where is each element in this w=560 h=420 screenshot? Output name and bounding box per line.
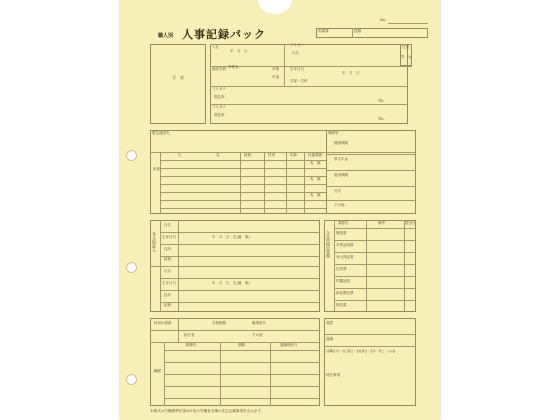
family-col-6: 扶養義務: [308, 153, 322, 157]
career-label: 職歴: [154, 369, 161, 373]
guarantor-2-birth: 生年月日: [162, 281, 176, 285]
doc-5: 印鑑証明: [336, 279, 350, 283]
doc-4: 住民票: [336, 267, 347, 271]
guarantor-1-birth: 生年月日: [162, 235, 176, 239]
family-col-2: 名: [216, 153, 220, 157]
documents-label: 入社時提出書類: [326, 230, 331, 258]
grad-label: 卒業: [272, 67, 279, 71]
emergency-label: 緊急連絡先: [152, 131, 170, 135]
birth-label: 生年月日: [290, 67, 304, 71]
number-label: No.: [380, 18, 386, 22]
hire-label: 入社: [212, 45, 219, 49]
insurance-item-3: 雇用保険: [334, 173, 348, 177]
hire-route-label: 採用の経緯: [154, 321, 172, 325]
retire-note: (退職区分)：自己都合・会社都合・定年・死亡・その他: [326, 349, 396, 353]
insurance-item-5: その他: [334, 203, 345, 207]
sex-value: 男・女: [401, 55, 412, 59]
binder-hole-3: [126, 374, 137, 385]
family-col-5: 年齢: [290, 153, 297, 157]
tel-2-label: TEL: [378, 117, 385, 121]
award-label: 賞罰: [326, 321, 333, 325]
address-1-label: 現住所: [214, 95, 225, 99]
photo-box: [150, 44, 206, 124]
career-col1: 勤務先: [186, 343, 197, 347]
doc-6: 源泉徴収票: [336, 291, 354, 295]
dropout-label: 中退: [272, 75, 279, 79]
guarantor-1-rel: 続柄: [164, 257, 171, 261]
career-col3: 退職時給与: [280, 343, 298, 347]
dept-label: 所属課: [318, 29, 329, 33]
footer-note: 本様式は労働基準法第107条の労働者名簿の法定記載事項を含みます。: [150, 409, 265, 413]
guarantor-2-rel: 続柄: [164, 303, 171, 307]
furigana-label: フリガナ: [290, 43, 304, 47]
doc-2: 卒業証明書: [336, 243, 354, 247]
route-opt-1: 学校推薦: [212, 321, 226, 325]
guarantor-1-addr: 住所: [164, 247, 171, 251]
route-opt-2: 職業紹介: [252, 321, 266, 325]
retire-block: [324, 318, 416, 406]
retire-label: 退職: [326, 337, 333, 341]
top-notch: [258, 0, 292, 14]
header-boxes: [316, 28, 428, 38]
dependent-1: 有 無: [310, 161, 321, 165]
sex-label: 性別: [402, 45, 409, 49]
address-2-label: 現住所: [214, 113, 225, 117]
doc-7: 誓約書: [336, 303, 347, 307]
doc-1: 履歴書: [336, 231, 347, 235]
furigana-addr-1: フリガナ: [212, 87, 226, 91]
insurance-item-2: 厚生年金: [334, 157, 348, 161]
hire-date: 年 月 日: [230, 49, 248, 53]
name-label: 氏名: [292, 51, 299, 55]
record-sheet: [120, 0, 440, 420]
number-line: [388, 23, 428, 24]
binder-hole-2: [126, 262, 137, 273]
family-col-3: 続柄: [244, 153, 251, 157]
insurance-label: 保険等: [328, 131, 339, 135]
documents-col3: 提出日: [405, 221, 416, 225]
furigana-addr-2: フリガナ: [212, 105, 226, 109]
kind-label: 職人別: [158, 33, 174, 39]
documents-col2: 備考: [378, 221, 385, 225]
guarantor-2-name: 氏名: [164, 269, 171, 273]
edu-label: 最終学歴: [212, 67, 226, 71]
dependent-2: 有 無: [310, 177, 321, 181]
insurance-item-4: 労災: [334, 189, 341, 193]
form-title: 人事記録パック: [182, 28, 266, 41]
binder-hole-1: [126, 150, 137, 161]
dependent-3: 有 無: [310, 193, 321, 197]
guarantor-1-name: 氏名: [164, 223, 171, 227]
position-label: 役職: [354, 29, 361, 33]
referrer-label: 紹介者: [184, 333, 195, 337]
school-label: 学校名: [228, 65, 239, 69]
career-col2: 期間: [238, 343, 245, 347]
family-col-1: 氏: [178, 153, 182, 157]
guarantor-2-date: 年 月 日 生(満 歳): [212, 281, 250, 285]
tel-1-label: TEL: [378, 99, 385, 103]
family-col-4: 性別: [268, 153, 275, 157]
photo-label: 写 真: [172, 75, 184, 80]
birth-date: 年 月 日: [342, 71, 360, 75]
insurance-item-1: 健康保険: [334, 141, 348, 145]
guarantor-label: 身元保証人: [152, 232, 157, 252]
subject-label: 学部・学科: [290, 79, 308, 83]
route-opt-3: その他: [252, 333, 263, 337]
documents-col1: 書類名: [338, 221, 349, 225]
guarantor-1-date: 年 月 日 生(満 歳): [212, 235, 250, 239]
guarantor-2-addr: 住所: [164, 293, 171, 297]
doc-3: 身元保証書: [336, 255, 354, 259]
special-label: 特記事項: [326, 373, 340, 377]
personal-block: [210, 44, 408, 124]
family-label: 家族: [153, 167, 160, 171]
